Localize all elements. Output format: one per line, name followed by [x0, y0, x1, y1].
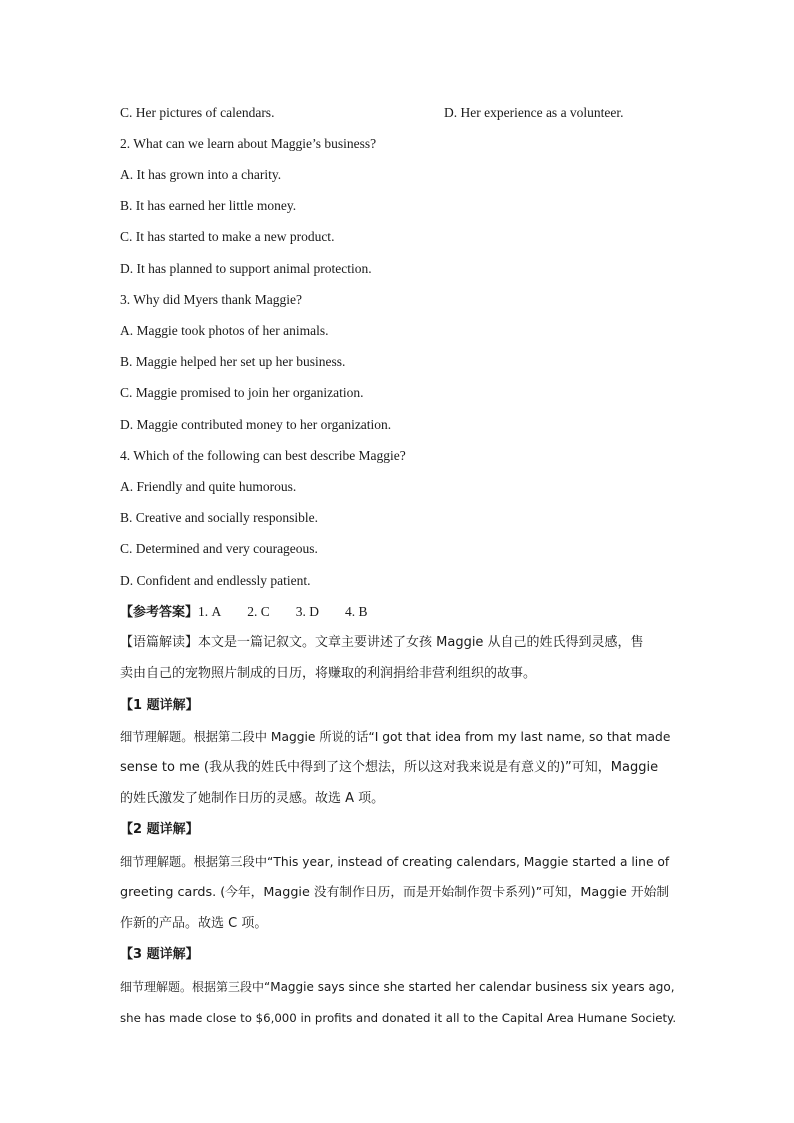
answer-3: 3. D — [295, 604, 320, 619]
q3-option-d: D. Maggie contributed money to her organization. — [120, 417, 392, 432]
q2-option-a: A. It has grown into a charity. — [120, 167, 282, 182]
interpretation-line-2: 卖由自己的宠物照片制成的日历，将赚取的利润捐给非营利组织的故事。 — [120, 666, 537, 681]
detail-2-line-3: 作新的产品。故选 C 项。 — [120, 916, 268, 931]
q4-option-b: B. Creative and socially responsible. — [120, 510, 318, 525]
detail-1-heading: 【1 题详解】 — [120, 698, 199, 713]
answer-key — [120, 604, 368, 621]
q1-option-c: C. Her pictures of calendars. — [120, 105, 275, 120]
detail-2-heading: 【2 题详解】 — [120, 822, 199, 837]
q3-option-c: C. Maggie promised to join her organization. — [120, 385, 364, 400]
q2-option-d: D. It has planned to support animal protection. — [120, 261, 372, 276]
detail-3-heading: 【3 题详解】 — [120, 947, 199, 962]
detail-1-line-1: 细节理解题。根据第二段中 Maggie 所说的话“I got that idea from my last name, so that made — [120, 730, 671, 744]
q2-question: 2. What can we learn about Maggie’s business? — [120, 136, 377, 151]
q2-option-c: C. It has started to make a new product. — [120, 229, 335, 244]
detail-1-line-3: 的姓氏激发了她制作日历的灵感。故选 A 项。 — [120, 791, 385, 806]
q2-option-b: B. It has earned her little money. — [120, 198, 297, 213]
interpretation-line-1: 【语篇解读】本文是一篇记叙文。文章主要讲述了女孩 Maggie 从自己的姓氏得到灵感，售 — [120, 635, 644, 650]
answer-4: 4. B — [345, 604, 368, 619]
detail-1-line-2: sense to me (我从我的姓氏中得到了这个想法，所以这对我来说是有意义的)”可知，Maggie — [120, 760, 659, 775]
q4-option-a: A. Friendly and quite humorous. — [120, 479, 297, 494]
q4-question: 4. Which of the following can best describe Maggie? — [120, 448, 406, 463]
detail-3-line-2: she has made close to $6,000 in profits and donated it all to the Capital Area Humane Society. — [120, 1011, 677, 1025]
q3-option-b: B. Maggie helped her set up her business. — [120, 354, 346, 369]
q3-question: 3. Why did Myers thank Maggie? — [120, 292, 302, 307]
answer-1: 1. A — [198, 604, 222, 619]
q4-option-d: D. Confident and endlessly patient. — [120, 573, 311, 588]
answer-2: 2. C — [247, 604, 270, 619]
answer-key-label: 【参考答案】 — [120, 605, 199, 620]
q3-option-a: A. Maggie took photos of her animals. — [120, 323, 329, 338]
q4-option-c: C. Determined and very courageous. — [120, 541, 318, 556]
detail-3-line-1: 细节理解题。根据第三段中“Maggie says since she started her calendar business six years ago, — [120, 980, 675, 994]
q1-option-d: D. Her experience as a volunteer. — [444, 105, 624, 120]
detail-2-line-2: greeting cards. (今年，Maggie 没有制作日历，而是开始制作贺卡系列)”可知，Maggie 开始制 — [120, 885, 670, 900]
detail-2-line-1: 细节理解题。根据第三段中“This year, instead of creating calendars, Maggie started a line of — [120, 855, 670, 869]
